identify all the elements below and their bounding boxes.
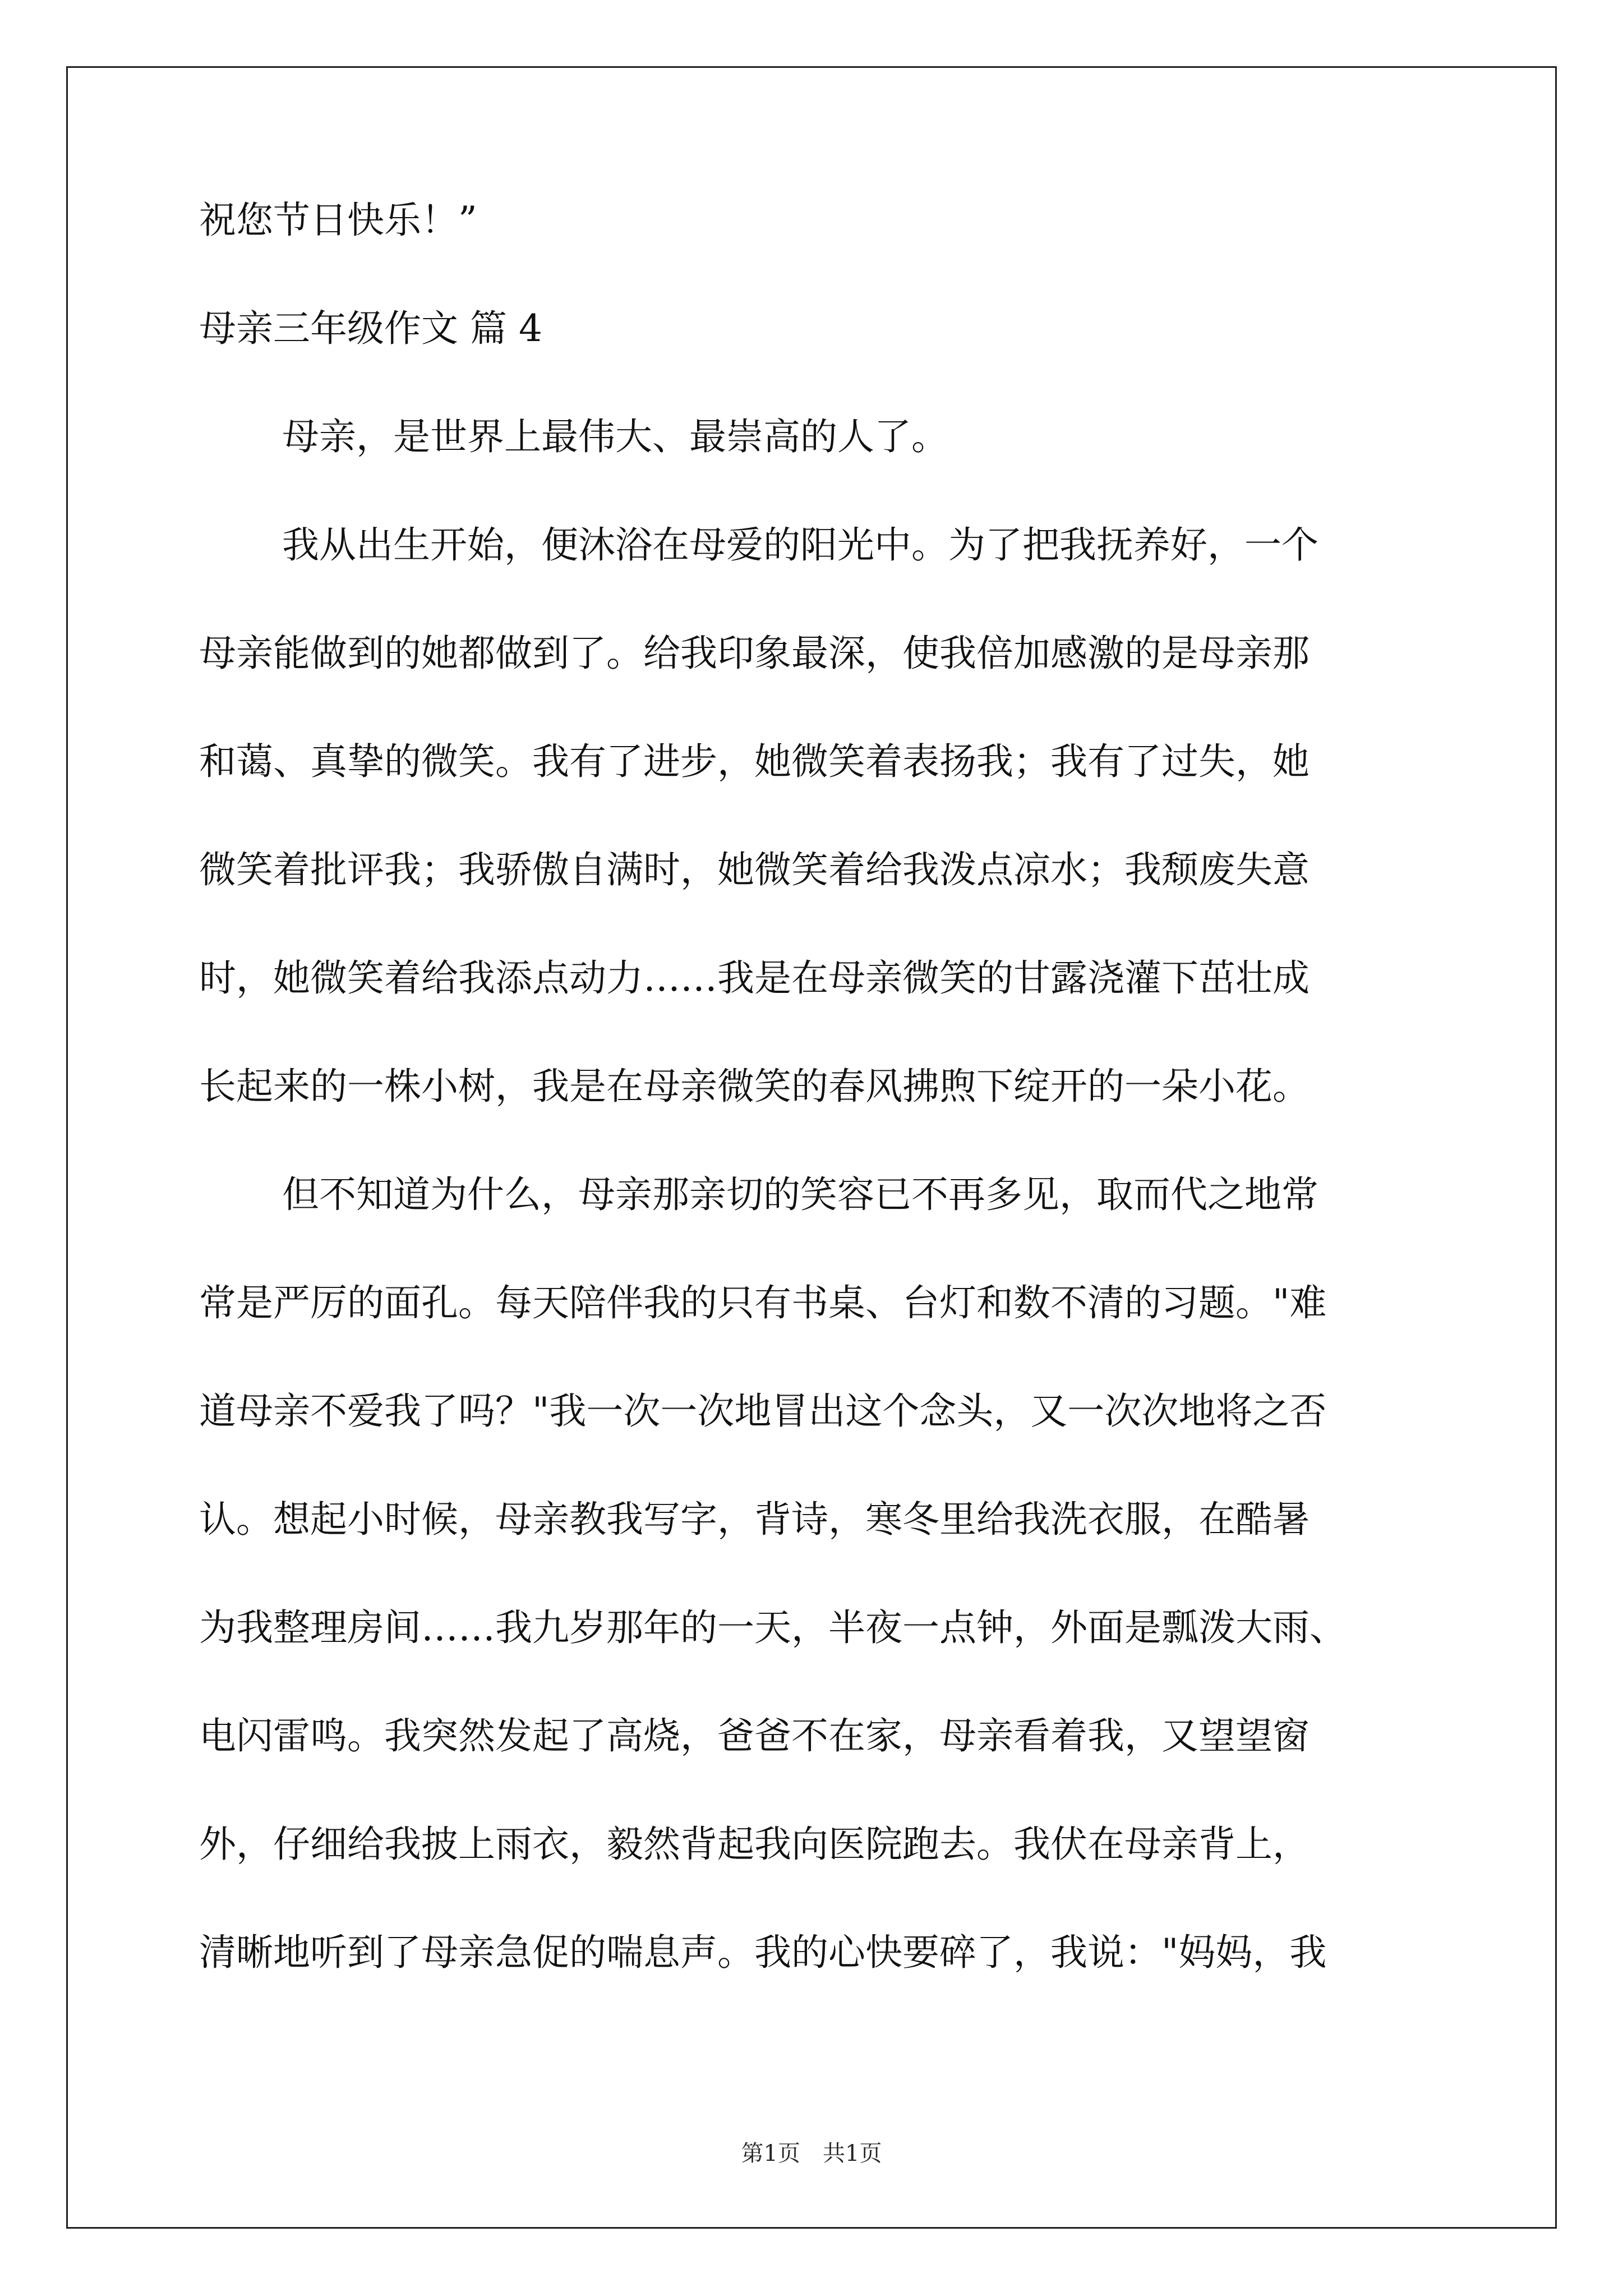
paragraph-3-line-6: 电闪雷鸣。我突然发起了高烧，爸爸不在家，母亲看着我，又望望窗	[199, 1714, 1310, 1757]
text-line-closing: 祝您节日快乐！”	[199, 199, 477, 242]
paragraph-2-line-1: 我从出生开始，便沐浴在母爱的阳光中。为了把我抚养好，一个	[282, 523, 1318, 567]
paragraph-3-line-3: 道母亲不爱我了吗？"我一次一次地冒出这个念头，又一次次地将之否	[199, 1389, 1327, 1433]
paragraph-2-line-6: 长起来的一株小树，我是在母亲微笑的春风拂煦下绽开的一朵小花。	[199, 1065, 1310, 1108]
paragraph-3-line-2: 常是严厉的面孔。每天陪伴我的只有书桌、台灯和数不清的习题。"难	[199, 1281, 1327, 1324]
paragraph-3-line-1: 但不知道为什么，母亲那亲切的笑容已不再多见，取而代之地常	[282, 1173, 1318, 1216]
paragraph-2-line-2: 母亲能做到的她都做到了。给我印象最深，使我倍加感激的是母亲那	[199, 632, 1310, 675]
paragraph-3-line-7: 外，仔细给我披上雨衣，毅然背起我向医院跑去。我伏在母亲背上，	[199, 1823, 1310, 1866]
paragraph-3-line-4: 认。想起小时候，母亲教我写字，背诗，寒冬里给我洗衣服，在酷暑	[199, 1498, 1310, 1541]
paragraph-2-line-5: 时，她微笑着给我添点动力……我是在母亲微笑的甘露浇灌下茁壮成	[199, 956, 1310, 1000]
paragraph-3-line-8: 清晰地听到了母亲急促的喘息声。我的心快要碎了，我说："妈妈，我	[199, 1931, 1327, 1974]
paragraph-3-line-5: 为我整理房间……我九岁那年的一天，半夜一点钟，外面是瓢泼大雨、	[199, 1606, 1347, 1649]
page-border	[66, 66, 1557, 2229]
paragraph-2-line-3: 和蔼、真挚的微笑。我有了进步，她微笑着表扬我；我有了过失，她	[199, 740, 1310, 783]
page-footer: 第1页 共1页	[741, 2141, 882, 2166]
section-heading: 母亲三年级作文 篇 4	[199, 307, 542, 350]
paragraph-1-line-1: 母亲，是世界上最伟大、最崇高的人了。	[282, 415, 948, 458]
paragraph-2-line-4: 微笑着批评我；我骄傲自满时，她微笑着给我泼点凉水；我颓废失意	[199, 848, 1310, 891]
